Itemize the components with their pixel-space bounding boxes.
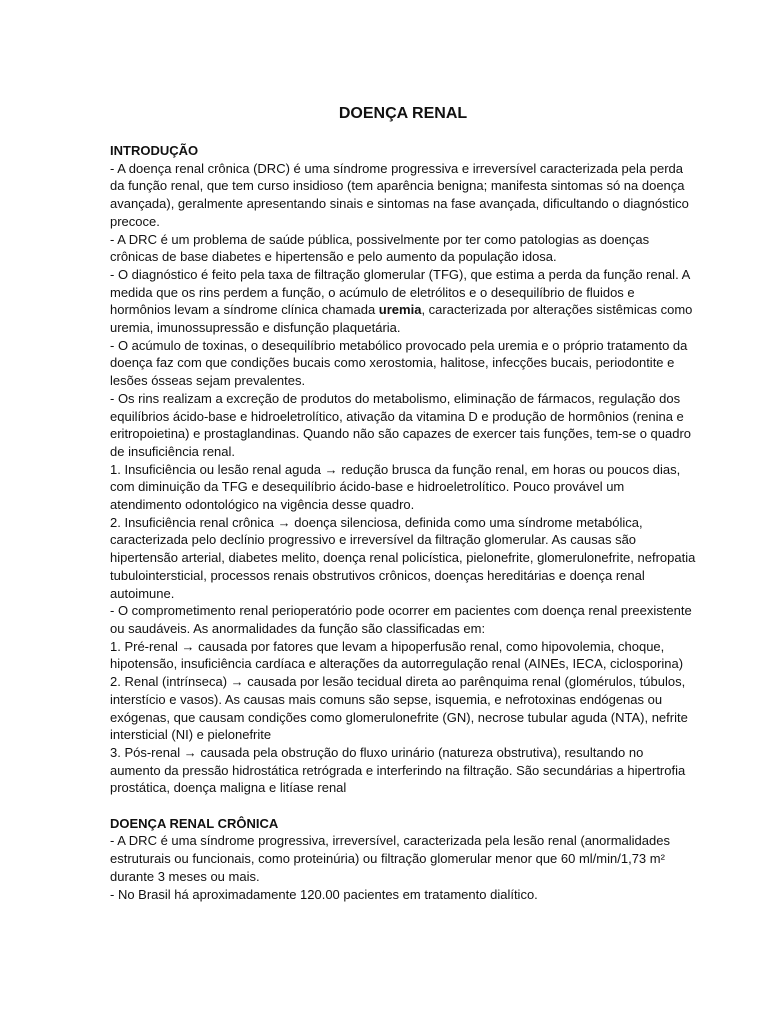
paragraph: - O comprometimento renal perioperatório pode ocorrer em pacientes com doença renal preexistente ou saudáveis. As anormalidades da função são classificadas em: bbox=[110, 603, 692, 636]
paragraph-text: - O diagnóstico é feito pela taxa de filtração glomerular (TFG), que estima a perda da função renal. A medida que os rins perdem a função, o acúmulo de eletrólitos e o desequilíbrio de fluidos e hormônios levam a síndrome clínica chamada bbox=[110, 266, 690, 318]
list-item: 2. Renal (intrínseca) → causada por lesão tecidual direta ao parênquima renal (glomérulos, túbulos, interstício e vasos). As causas mais comuns são sepse, isquemia, e nefrotoxinas endógenas ou exógenas, que causam condições como glomerulonefrite (GN), necrose tubular aguda (NTA), nefrite intersticial (NI) e pielonefrite bbox=[110, 674, 688, 743]
paragraph: - O acúmulo de toxinas, o desequilíbrio metabólico provocado pela uremia e o próprio tratamento da doença faz com que condições bucais como xerostomia, halitose, infecções bucais, periodontite e lesões ósseas sejam prevalentes. bbox=[110, 337, 688, 389]
section-heading: INTRODUÇÃO bbox=[110, 143, 199, 158]
list-item: 1. Pré-renal → causada por fatores que levam a hipoperfusão renal, como hipovolemia, choque, hipotensão, insuficiência cardíaca e alterações da autorregulação renal (AINEs, IECA, ciclosporina) bbox=[110, 638, 684, 672]
paragraph: - A DRC é uma síndrome progressiva, irreversível, caracterizada pela lesão renal (anormalidades estruturais ou funcionais, como proteinúria) ou filtração glomerular menor que 60 ml/min/1,73 m² durante 3 meses ou mais. bbox=[110, 833, 670, 884]
paragraph: - A DRC é um problema de saúde pública, possivelmente por ter como patologias as doenças crônicas de base diabetes e hipertensão e pelo aumento da população idosa. bbox=[110, 231, 650, 265]
section-heading: DOENÇA RENAL CRÔNICA bbox=[110, 815, 279, 831]
paragraph: - No Brasil há aproximadamente 120.00 pacientes em tratamento dialítico. bbox=[110, 886, 538, 902]
paragraph: - A doença renal crônica (DRC) é uma síndrome progressiva e irreversível caracterizada pela perda da função renal, que tem curso insidioso (tem aparência benigna; manifesta sintomas só na doença avançada), geralmente apresentando sinais e sintomas na fase avançada, dificultando o diagnóstico precoce. bbox=[110, 160, 689, 229]
list-item: 3. Pós-renal → causada pela obstrução do fluxo urinário (natureza obstrutiva), resultando no aumento da pressão hidrostática retrógrada e interferindo na filtração. São secundárias a hipertrofia prostática, doença maligna e litíase renal bbox=[110, 744, 686, 796]
list-item: 1. Insuficiência ou lesão renal aguda → redução brusca da função renal, em horas ou poucos dias, com diminuição da TFG e desequilíbrio ácido-base e hidroeletrolítico. Pouco provável um atendimento odontológico na vigência desse quadro. bbox=[110, 461, 681, 513]
section-doenca-renal-cronica bbox=[110, 815, 696, 904]
paragraph-text: , caracterizada por alterações sistêmicas como uremia, imunossupressão e disfunção plaquetária. bbox=[110, 302, 693, 336]
document-title: DOENÇA RENAL bbox=[338, 105, 468, 122]
paragraph bbox=[110, 266, 696, 337]
bold-term: uremia bbox=[378, 302, 422, 318]
section-spacer bbox=[110, 797, 696, 815]
document-page bbox=[110, 104, 696, 903]
section-introducao bbox=[110, 142, 696, 797]
paragraph: - Os rins realizam a excreção de produtos do metabolismo, eliminação de fármacos, regulação dos equilíbrios ácido-base e hidroeletrolítico, ativação da vitamina D e produção de hormônios (renina e eritropoietina) e prostaglandinas. Quando não são capazes de exercer tais funções, tem-se o quadro de insuficiência renal. bbox=[110, 390, 692, 459]
list-item: 2. Insuficiência renal crônica → doença silenciosa, definida como uma síndrome metabólica, caracterizada pelo declínio progressivo e irreversível da filtração glomerular. As causas são hipertensão arterial, diabetes melito, doença renal policística, pielonefrite, glomerulonefrite, nefropatia tubulointersticial, processos renais obstrutivos crônicos, doenças hereditárias e doença renal autoimune. bbox=[110, 514, 696, 601]
